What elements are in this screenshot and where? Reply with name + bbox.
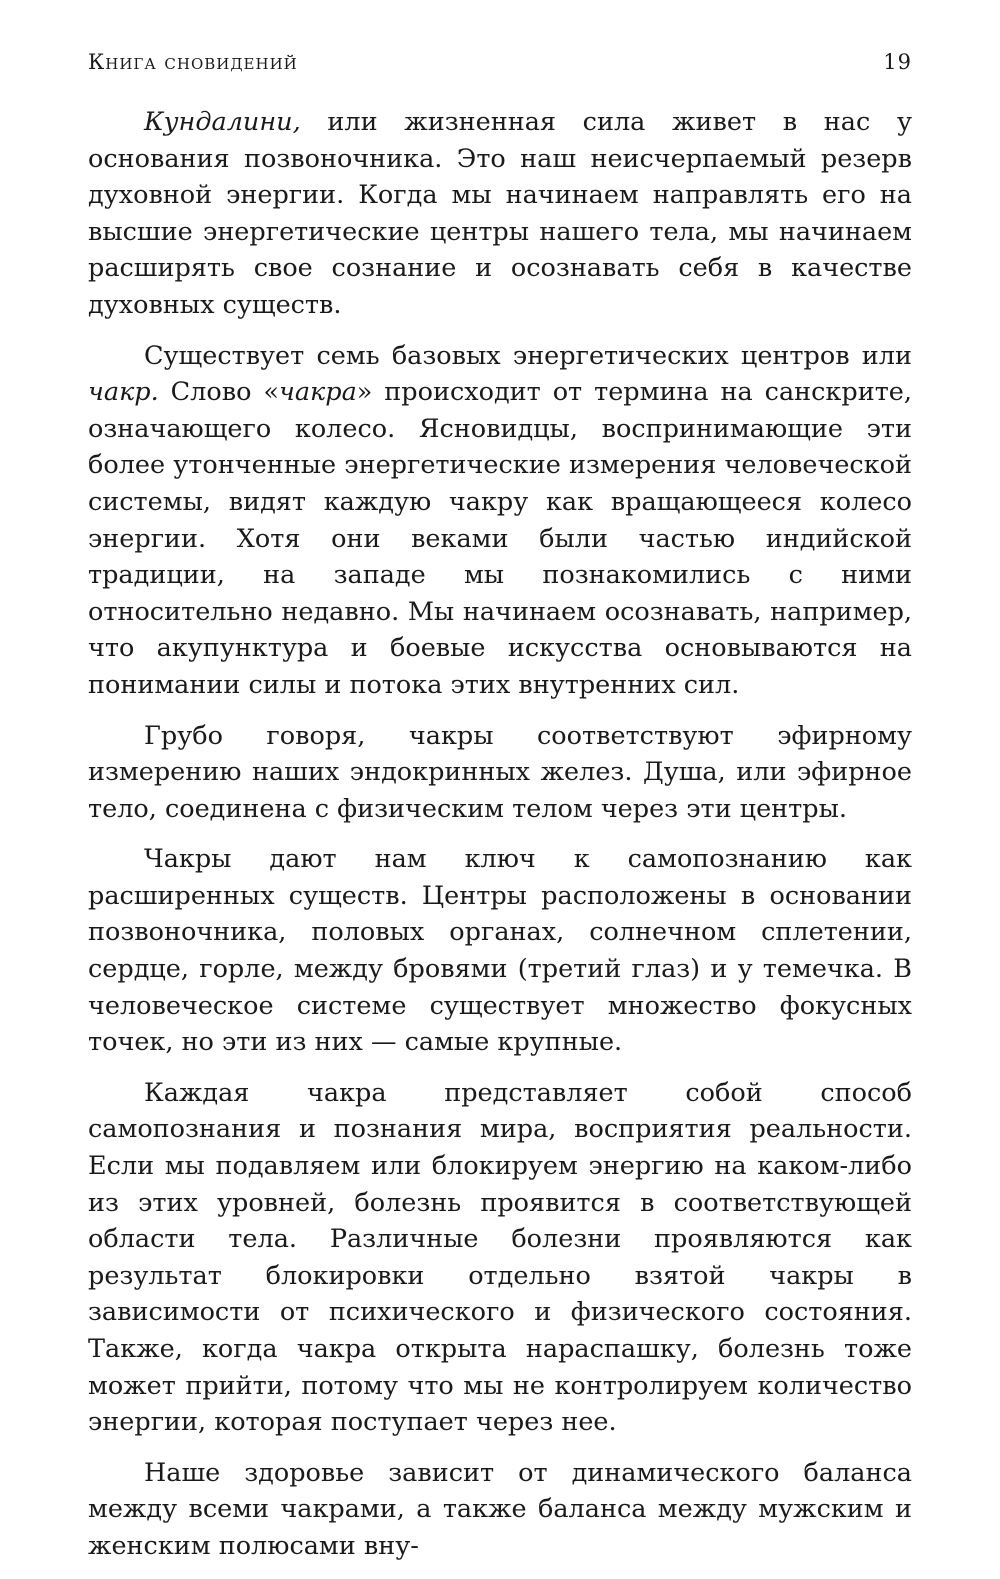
paragraph-text: Существует семь базовых энергетических центров или [144, 340, 912, 371]
paragraph-text: Грубо говоря, чакры соответствуют эфирному измерению наших эндокринных желез. Душа, или эфирное тело, соединена с физическим телом через эти центры. [88, 720, 912, 824]
running-title: Книга сновидений [88, 50, 298, 74]
paragraph-text-italic: чакр. [88, 377, 159, 408]
paragraph [88, 1455, 912, 1565]
paragraph-text: Наше здоровье зависит от динамического баланса между всеми чакрами, а также баланса между мужским и женским полюсами вну- [88, 1457, 912, 1561]
paragraph-text: » происходит от термина на санскрите, означающего колесо. Ясновидцы, воспринимающие эти более утонченные энергетические измерения человеческой системы, видят каждую чакру как вращающееся колесо энергии. Хотя они веками были частью индийской традиции, на западе мы познакомились с ними относительно недавно. Мы начинаем осознавать, например, что акупунктура и боевые искусства основываются на понимании силы и потока этих внутренних сил. [88, 377, 912, 700]
running-head [88, 50, 912, 80]
paragraph-text: Чакры дают нам ключ к самопознанию как расширенных существ. Центры расположены в основании позвоночника, половых органах, солнечном сплетении, сердце, горле, между бровями (третий глаз) и у темечка. В человеческое системе существует множество фокусных точек, но эти из них — самые крупные. [88, 844, 912, 1058]
paragraph [88, 1075, 912, 1441]
paragraph-text: Каждая чакра представляет собой способ самопознания и познания мира, восприятия реальности. Если мы подавляем или блокируем энергию на каком-либо из этих уровней, болезнь проявится в соответствующей области тела. Различные болезни проявляются как результат блокировки отдельно взятой чакры в зависимости от психического и физического состояния. Также, когда чакра открыта нараспашку, болезнь тоже может прийти, потому что мы не контролируем количество энергии, которая поступает через нее. [88, 1077, 912, 1438]
body-text [88, 104, 912, 1579]
paragraph-text: или жизненная сила живет в нас у основания позвоночника. Это наш неисчерпаемый резерв духовной энергии. Когда мы начинаем направлять его на высшие энергетические центры нашего тела, мы начинаем расширять свое сознание и осознавать себя в качестве духовных существ. [88, 107, 912, 320]
book-page [88, 0, 912, 1561]
paragraph-text-italic: чакра [278, 377, 357, 408]
paragraph [88, 104, 912, 324]
paragraph [88, 338, 912, 704]
paragraph-text: Слово « [158, 377, 279, 408]
page-number: 19 [883, 50, 912, 74]
paragraph [88, 841, 912, 1061]
paragraph-text-italic: Кундалини, [144, 107, 301, 137]
paragraph [88, 718, 912, 828]
